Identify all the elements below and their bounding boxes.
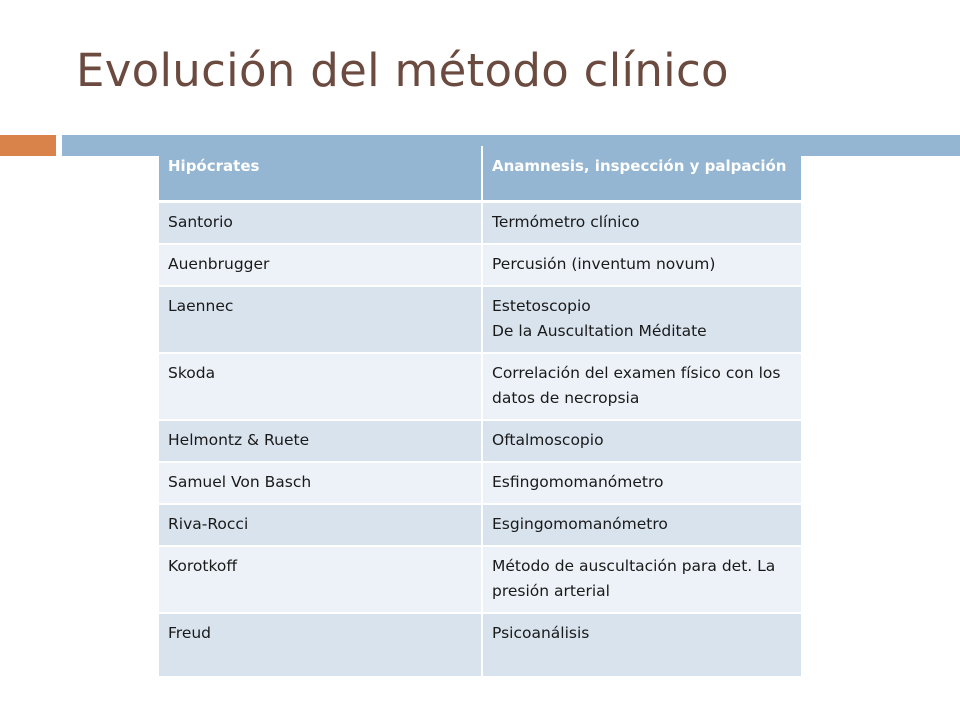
cell-name: Riva-Rocci (159, 504, 482, 546)
cell-contribution (482, 420, 801, 462)
cell-contribution (482, 201, 801, 244)
cell-name: Laennec (159, 286, 482, 353)
contribution-line: Oftalmoscopio (492, 430, 604, 449)
contribution-line: Psicoanálisis (492, 623, 590, 642)
table-header-row (159, 146, 801, 201)
contribution-line: Correlación del examen físico con los datos de necropsia (492, 363, 781, 407)
table-row (159, 420, 801, 462)
cell-contribution (482, 546, 801, 613)
table-row (159, 286, 801, 353)
table-row (159, 462, 801, 504)
contribution-line: Termómetro clínico (492, 212, 640, 231)
header-cell-name: Hipócrates (159, 146, 482, 201)
cell-contribution (482, 353, 801, 420)
table-row (159, 504, 801, 546)
cell-name: Santorio (159, 201, 482, 244)
contribution-line: Esgingomomanómetro (492, 514, 668, 533)
contribution-line: De la Auscultation Méditate (492, 321, 707, 340)
cell-contribution (482, 462, 801, 504)
contribution-line: Esfingomomanómetro (492, 472, 664, 491)
contribution-line: Percusión (inventum novum) (492, 254, 716, 273)
table-row (159, 546, 801, 613)
method-history-table-wrapper (159, 146, 801, 678)
cell-contribution (482, 286, 801, 353)
cell-name: Samuel Von Basch (159, 462, 482, 504)
table-row (159, 201, 801, 244)
contribution-line: Estetoscopio (492, 296, 591, 315)
header-cell-contribution: Anamnesis, inspección y palpación (482, 146, 801, 201)
cell-contribution (482, 504, 801, 546)
cell-name: Auenbrugger (159, 244, 482, 286)
cell-contribution (482, 613, 801, 677)
table-row (159, 353, 801, 420)
table-row (159, 244, 801, 286)
accent-bar (0, 135, 56, 156)
cell-name: Helmontz & Ruete (159, 420, 482, 462)
cell-name: Skoda (159, 353, 482, 420)
table-row (159, 613, 801, 677)
cell-name: Freud (159, 613, 482, 677)
cell-contribution (482, 244, 801, 286)
method-history-table (159, 146, 801, 678)
contribution-line: Método de auscultación para det. La presión arterial (492, 556, 776, 600)
slide-title: Evolución del método clínico (76, 44, 729, 97)
cell-name: Korotkoff (159, 546, 482, 613)
